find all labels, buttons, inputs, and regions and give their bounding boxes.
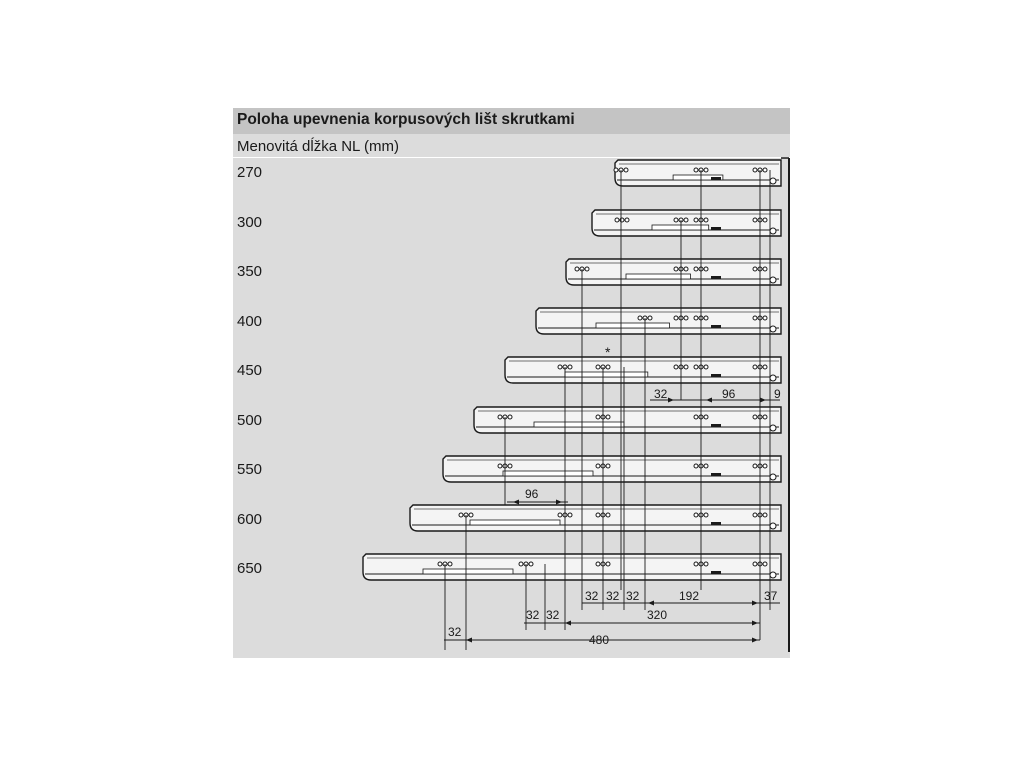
screw-hole — [753, 168, 757, 172]
runner-mark — [711, 424, 721, 427]
screw-hole — [704, 513, 708, 517]
length-label-450: 450 — [237, 362, 263, 379]
screw-hole — [704, 218, 708, 222]
length-label-500: 500 — [237, 412, 263, 429]
runner-end-clip — [770, 425, 776, 431]
runner-end-clip — [770, 228, 776, 234]
screw-hole — [596, 415, 600, 419]
screw-hole — [694, 562, 698, 566]
screw-hole — [596, 464, 600, 468]
runner-profiles — [363, 160, 781, 580]
runner-mark — [711, 325, 721, 328]
dim-b2-32a: 32 — [526, 608, 540, 622]
screw-hole — [753, 415, 757, 419]
length-label-270: 270 — [237, 164, 263, 181]
screw-hole — [753, 316, 757, 320]
dim-450-32: 32 — [654, 387, 668, 401]
screw-hole — [606, 415, 610, 419]
dim-b2-320: 320 — [647, 608, 668, 622]
screw-hole — [575, 267, 579, 271]
length-label-400: 400 — [237, 313, 263, 330]
screw-hole — [694, 365, 698, 369]
screw-hole — [684, 316, 688, 320]
screw-hole — [704, 365, 708, 369]
screw-hole — [624, 168, 628, 172]
runner-end-clip — [770, 572, 776, 578]
length-label-650: 650 — [237, 560, 263, 577]
dim-b1-192: 192 — [679, 589, 700, 603]
screw-hole — [648, 316, 652, 320]
runner-300 — [592, 210, 781, 236]
screw-hole — [704, 464, 708, 468]
dim-450-96: 96 — [722, 387, 736, 401]
runner-mark — [711, 374, 721, 377]
length-label-600: 600 — [237, 511, 263, 528]
screw-hole — [704, 415, 708, 419]
screw-hole — [498, 464, 502, 468]
runner-end-clip — [770, 277, 776, 283]
screw-hole — [606, 365, 610, 369]
screw-hole — [674, 218, 678, 222]
runner-450 — [505, 357, 781, 383]
screw-hole — [508, 415, 512, 419]
screw-hole — [694, 168, 698, 172]
screw-hole — [763, 316, 767, 320]
screw-hole — [753, 464, 757, 468]
runner-end-clip — [770, 523, 776, 529]
screw-hole — [694, 464, 698, 468]
dim-b3-32: 32 — [448, 625, 462, 639]
runner-650 — [363, 554, 781, 580]
dim-b2-32b: 32 — [546, 608, 560, 622]
screw-hole — [568, 365, 572, 369]
runner-mark — [711, 227, 721, 230]
screw-hole — [704, 316, 708, 320]
screw-hole — [763, 218, 767, 222]
screw-hole — [558, 365, 562, 369]
length-label-350: 350 — [237, 263, 263, 280]
dim-b1-32c: 32 — [626, 589, 640, 603]
dim-b3-480: 480 — [589, 633, 610, 647]
runner-400 — [536, 308, 781, 334]
runner-slot — [534, 422, 624, 427]
column-heading-nominal-length: Menovitá dĺžka NL (mm) — [237, 138, 399, 155]
runner-end-clip — [770, 474, 776, 480]
screw-hole — [585, 267, 589, 271]
screw-hole — [753, 218, 757, 222]
screw-hole — [606, 464, 610, 468]
dim-b1-32b: 32 — [606, 589, 620, 603]
screw-hole — [763, 168, 767, 172]
screw-hole — [638, 316, 642, 320]
screw-hole — [763, 464, 767, 468]
screw-hole — [763, 365, 767, 369]
screw-hole — [625, 218, 629, 222]
runner-end-clip — [770, 326, 776, 332]
marker-asterisk: * — [605, 344, 611, 360]
runner-slot — [503, 471, 593, 476]
screw-hole — [704, 562, 708, 566]
runner-mark — [711, 177, 721, 180]
screw-hole — [606, 562, 610, 566]
screw-hole — [684, 365, 688, 369]
screw-hole — [568, 513, 572, 517]
screw-hole — [763, 267, 767, 271]
screw-hole — [753, 513, 757, 517]
screw-hole — [684, 218, 688, 222]
runner-slot — [470, 520, 560, 525]
screw-hole — [558, 513, 562, 517]
runner-270 — [614, 160, 781, 186]
runner-350 — [566, 259, 781, 285]
runner-end-clip — [770, 375, 776, 381]
screw-hole — [694, 316, 698, 320]
screw-hole — [529, 562, 533, 566]
dim-450-9: 9 — [774, 387, 781, 401]
runner-550 — [443, 456, 781, 482]
screw-hole — [674, 316, 678, 320]
screw-hole — [763, 562, 767, 566]
dim-550-96: 96 — [525, 487, 539, 501]
screw-hole — [694, 513, 698, 517]
screw-hole — [596, 365, 600, 369]
screw-hole — [674, 267, 678, 271]
runner-slot — [565, 372, 648, 377]
screw-hole — [438, 562, 442, 566]
screw-hole — [606, 513, 610, 517]
runner-slot — [652, 225, 709, 230]
runner-mark — [711, 522, 721, 525]
runner-mark — [711, 473, 721, 476]
runner-slot — [596, 323, 670, 328]
screw-hole — [498, 415, 502, 419]
screw-hole — [704, 168, 708, 172]
screw-hole — [684, 267, 688, 271]
screw-hole — [753, 562, 757, 566]
screw-hole — [704, 267, 708, 271]
dim-b1-32a: 32 — [585, 589, 599, 603]
runner-500 — [474, 407, 781, 433]
screw-hole — [753, 267, 757, 271]
screw-hole — [763, 415, 767, 419]
screw-hole — [615, 218, 619, 222]
length-label-550: 550 — [237, 461, 263, 478]
dim-b1-37: 37 — [764, 589, 778, 603]
runner-mark — [711, 276, 721, 279]
screw-hole — [469, 513, 473, 517]
screw-hole — [753, 365, 757, 369]
screw-hole — [459, 513, 463, 517]
screw-hole — [694, 267, 698, 271]
screw-hole — [674, 365, 678, 369]
screw-hole — [614, 168, 618, 172]
runner-slot — [423, 569, 513, 574]
screw-hole — [596, 513, 600, 517]
screw-hole — [763, 513, 767, 517]
screw-hole — [694, 218, 698, 222]
diagram-title: Poloha upevnenia korpusových lišt skrutkami — [237, 111, 575, 128]
runner-end-clip — [770, 178, 776, 184]
screw-hole — [519, 562, 523, 566]
runner-mark — [711, 571, 721, 574]
screw-hole — [448, 562, 452, 566]
screw-hole — [694, 415, 698, 419]
screw-hole — [596, 562, 600, 566]
length-label-300: 300 — [237, 214, 263, 231]
screw-hole — [508, 464, 512, 468]
